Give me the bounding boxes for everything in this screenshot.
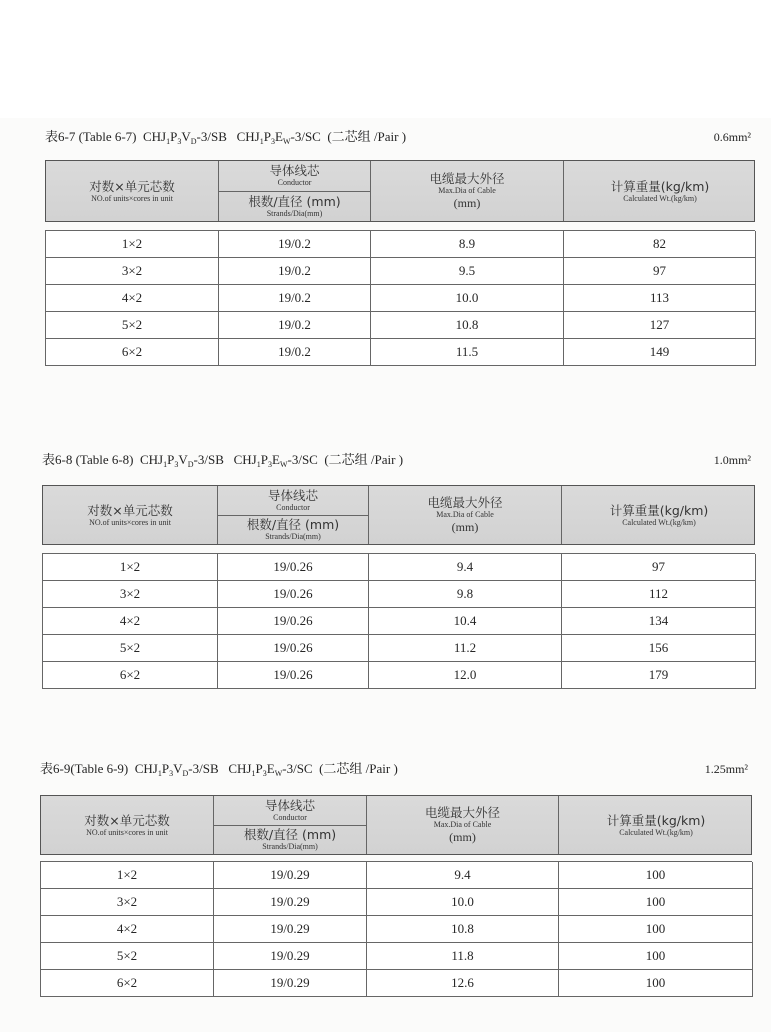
title-text: P (260, 452, 268, 467)
table-row (46, 231, 755, 258)
cell-conductor: 19/0.29 (214, 943, 367, 970)
header-diameter-en: Max.Dia of Cable (438, 186, 496, 195)
header-conductor-zh: 导体线芯 (267, 487, 318, 503)
table-row (43, 635, 755, 662)
cell-conductor: 19/0.26 (218, 635, 369, 662)
cell-weight: 97 (564, 258, 756, 285)
header-diameter (369, 486, 562, 544)
title-text: P (161, 761, 170, 776)
title-text: 表6-7 (Table 6-7) CHJ (45, 129, 167, 144)
cell-conductor: 19/0.2 (219, 312, 371, 339)
title-text: P (263, 129, 271, 144)
table-body (45, 230, 755, 366)
title-text: -3/SC (二芯组 /Pair ) (282, 761, 398, 776)
title-subscript: W (282, 137, 291, 146)
cell-diameter: 11.5 (371, 339, 564, 366)
cross-section-size: 1.0mm² (713, 453, 751, 467)
header-pairs (41, 796, 214, 854)
cell-diameter: 10.4 (369, 608, 562, 635)
title-subscript: D (182, 769, 189, 778)
cell-pairs: 6×2 (46, 339, 219, 366)
title-subscript: 1 (251, 769, 256, 778)
cell-diameter: 9.4 (369, 554, 562, 581)
header-strands-en: Strands/Dia(mm) (266, 208, 323, 218)
cell-conductor: 19/0.26 (218, 662, 369, 689)
cell-weight: 127 (564, 312, 756, 339)
header-weight-zh: 计算重量(kg/km) (606, 812, 706, 828)
header-weight (559, 796, 753, 854)
cell-diameter: 10.8 (371, 312, 564, 339)
cell-weight: 82 (564, 231, 756, 258)
cell-weight: 149 (564, 339, 756, 366)
title-text: -3/SC (二芯组 /Pair ) (290, 129, 407, 144)
header-conductor (219, 161, 371, 221)
table-row (41, 862, 752, 889)
title-subscript: 3 (169, 769, 174, 778)
cell-conductor: 19/0.2 (219, 285, 371, 312)
title-text: P (255, 761, 263, 776)
header-conductor-top (219, 161, 370, 191)
title-text: V (178, 452, 188, 467)
title-subscript: 3 (270, 137, 275, 146)
cell-weight: 100 (559, 970, 753, 997)
table-body (40, 861, 752, 997)
header-weight-zh: 计算重量(kg/km) (609, 502, 709, 518)
table-title (42, 449, 403, 471)
title-subscript: 3 (177, 137, 182, 146)
title-subscript: W (279, 460, 288, 469)
header-weight (562, 486, 756, 544)
title-subscript: D (190, 137, 197, 146)
header-strands (214, 825, 366, 855)
header-pairs-zh: 对数×单元芯数 (87, 502, 173, 518)
cell-pairs: 5×2 (41, 943, 214, 970)
cell-diameter: 12.6 (367, 970, 559, 997)
header-conductor (214, 796, 367, 854)
header-pairs-zh: 对数×单元芯数 (89, 178, 175, 194)
header-diameter (371, 161, 564, 221)
header-weight-en: Calculated Wt.(kg/km) (622, 517, 696, 527)
table-row (43, 662, 755, 689)
cell-diameter: 10.0 (371, 285, 564, 312)
title-subscript: 3 (174, 460, 179, 469)
header-conductor-en: Conductor (273, 812, 307, 822)
table-row (41, 943, 752, 970)
title-subscript: 1 (157, 769, 162, 778)
cell-conductor: 19/0.2 (219, 339, 371, 366)
cell-conductor: 19/0.29 (214, 916, 367, 943)
cross-section-size: 0.6mm² (713, 130, 751, 144)
cell-diameter: 10.8 (367, 916, 559, 943)
title-text: V (181, 129, 191, 144)
cell-pairs: 5×2 (43, 635, 218, 662)
title-text: -3/SB CHJ (196, 129, 260, 144)
cell-pairs: 1×2 (46, 231, 219, 258)
table-row (41, 889, 752, 916)
table-row (43, 608, 755, 635)
header-strands-en: Strands/Dia(mm) (265, 532, 321, 542)
cell-pairs: 3×2 (46, 258, 219, 285)
header-strands-zh: 根数/直径 (mm) (248, 193, 341, 209)
header-pairs-en: NO.of units×cores in unit (86, 827, 168, 837)
table-row (43, 554, 755, 581)
header-diameter (367, 796, 559, 854)
cell-weight: 100 (559, 943, 753, 970)
cell-conductor: 19/0.26 (218, 554, 369, 581)
header-pairs-en: NO.of units×cores in unit (89, 517, 171, 527)
title-text: -3/SB CHJ (188, 761, 252, 776)
header-diameter-unit: (mm) (453, 196, 481, 210)
header-diameter-unit: (mm) (449, 830, 476, 844)
header-strands-zh: 根数/直径 (mm) (246, 517, 340, 533)
header-strands (219, 191, 370, 222)
header-weight-en: Calculated Wt.(kg/km) (619, 827, 693, 837)
cell-diameter: 8.9 (371, 231, 564, 258)
cell-pairs: 4×2 (46, 285, 219, 312)
header-conductor (218, 486, 369, 544)
table-header (42, 485, 755, 545)
title-text: E (271, 452, 280, 467)
cell-weight: 113 (564, 285, 756, 312)
header-weight (564, 161, 756, 221)
title-subscript: 3 (262, 769, 267, 778)
cell-pairs: 1×2 (41, 862, 214, 889)
title-text: E (266, 761, 275, 776)
table-row (41, 970, 752, 997)
cell-conductor: 19/0.29 (214, 862, 367, 889)
title-text: P (170, 129, 178, 144)
header-conductor-zh: 导体线芯 (269, 163, 320, 179)
title-subscript: 1 (256, 460, 261, 469)
header-diameter-zh: 电缆最大外径 (424, 805, 500, 820)
cell-pairs: 6×2 (43, 662, 218, 689)
cell-weight: 156 (562, 635, 756, 662)
cell-diameter: 9.5 (371, 258, 564, 285)
cell-diameter: 12.0 (369, 662, 562, 689)
table-title (45, 126, 406, 148)
header-diameter-unit: (mm) (451, 520, 479, 534)
title-text: 表6-9(Table 6-9) CHJ (40, 761, 158, 776)
title-subscript: D (187, 460, 194, 469)
header-weight-zh: 计算重量(kg/km) (610, 178, 710, 194)
cell-diameter: 11.2 (369, 635, 562, 662)
cell-pairs: 3×2 (41, 889, 214, 916)
cell-diameter: 9.4 (367, 862, 559, 889)
header-strands (218, 515, 368, 545)
header-pairs (46, 161, 219, 221)
header-diameter-zh: 电缆最大外径 (427, 495, 503, 510)
title-subscript: W (274, 769, 283, 778)
table-body (42, 553, 755, 689)
title-subscript: 3 (267, 460, 272, 469)
header-conductor-zh: 导体线芯 (264, 797, 315, 813)
header-diameter-en: Max.Dia of Cable (436, 510, 494, 519)
cell-weight: 100 (559, 916, 753, 943)
cell-weight: 97 (562, 554, 756, 581)
header-conductor-top (218, 486, 368, 515)
header-strands-en: Strands/Dia(mm) (262, 842, 318, 852)
cell-conductor: 19/0.26 (218, 608, 369, 635)
table-title (40, 758, 398, 780)
table-row (43, 581, 755, 608)
cell-diameter: 11.8 (367, 943, 559, 970)
cell-pairs: 4×2 (43, 608, 218, 635)
cell-pairs: 4×2 (41, 916, 214, 943)
cell-diameter: 9.8 (369, 581, 562, 608)
table-row (41, 916, 752, 943)
table-row (46, 258, 755, 285)
title-text: 表6-8 (Table 6-8) CHJ (42, 452, 164, 467)
title-text: E (274, 129, 283, 144)
title-text: P (167, 452, 175, 467)
title-text: -3/SC (二芯组 /Pair ) (287, 452, 404, 467)
cell-pairs: 6×2 (41, 970, 214, 997)
table-row (46, 312, 755, 339)
cell-diameter: 10.0 (367, 889, 559, 916)
cell-conductor: 19/0.29 (214, 889, 367, 916)
cell-pairs: 3×2 (43, 581, 218, 608)
table-row (46, 285, 755, 312)
title-text: V (173, 761, 183, 776)
cell-pairs: 5×2 (46, 312, 219, 339)
title-subscript: 1 (166, 137, 171, 146)
header-conductor-en: Conductor (277, 178, 312, 188)
title-subscript: 1 (163, 460, 168, 469)
title-subscript: 1 (259, 137, 264, 146)
cross-section-size: 1.25mm² (704, 762, 748, 776)
header-diameter-en: Max.Dia of Cable (433, 820, 492, 829)
cell-conductor: 19/0.2 (219, 258, 371, 285)
header-weight-en: Calculated Wt.(kg/km) (623, 193, 697, 203)
header-strands-zh: 根数/直径 (mm) (243, 827, 337, 843)
header-pairs-en: NO.of units×cores in unit (91, 193, 173, 203)
cell-weight: 100 (559, 889, 753, 916)
cell-pairs: 1×2 (43, 554, 218, 581)
table-row (46, 339, 755, 366)
cell-conductor: 19/0.26 (218, 581, 369, 608)
table-header (40, 795, 752, 855)
title-text: -3/SB CHJ (193, 452, 257, 467)
cell-conductor: 19/0.29 (214, 970, 367, 997)
header-diameter-zh: 电缆最大外径 (429, 171, 505, 186)
cell-weight: 112 (562, 581, 756, 608)
header-pairs-zh: 对数×单元芯数 (84, 812, 170, 828)
header-conductor-top (214, 796, 366, 825)
cell-conductor: 19/0.2 (219, 231, 371, 258)
header-pairs (43, 486, 218, 544)
header-conductor-en: Conductor (276, 502, 310, 512)
cell-weight: 179 (562, 662, 756, 689)
cell-weight: 134 (562, 608, 756, 635)
cell-weight: 100 (559, 862, 753, 889)
table-header (45, 160, 755, 222)
